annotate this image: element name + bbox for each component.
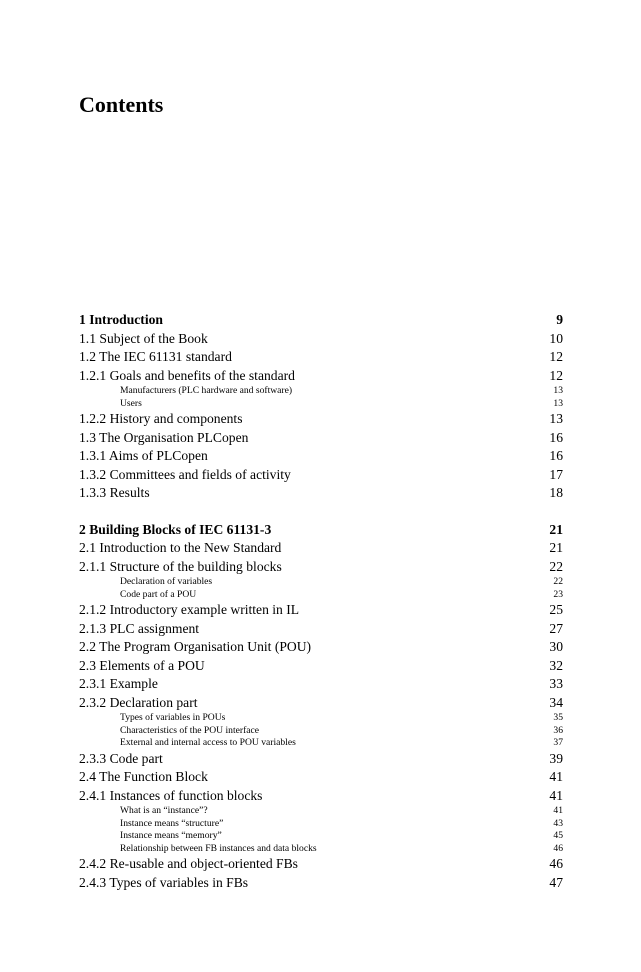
toc-entry-label: Code part of a POU bbox=[120, 588, 197, 600]
toc-entry-label: 1.3.3 Results bbox=[79, 485, 150, 500]
toc-entry-label: 2.4 The Function Block bbox=[79, 769, 208, 784]
toc-entry-label: 2.1.1 Structure of the building blocks bbox=[79, 558, 282, 574]
toc-entry-label: 2.4.3 Types of variables in FBs bbox=[79, 874, 249, 890]
toc-entry-sub[interactable] bbox=[79, 398, 563, 411]
toc-entry-sub[interactable] bbox=[79, 818, 563, 831]
toc-entry-section[interactable] bbox=[79, 787, 563, 806]
toc-entry-label: 2.1.2 Introductory example written in IL bbox=[79, 602, 300, 617]
toc-entry-page-number: 13 bbox=[553, 385, 563, 396]
toc-entry-section[interactable] bbox=[79, 874, 563, 893]
toc-entry-page-number: 21 bbox=[549, 540, 563, 555]
toc-entry-section[interactable] bbox=[79, 694, 563, 713]
toc-entry-section[interactable] bbox=[79, 601, 563, 620]
toc-entry-section[interactable] bbox=[79, 484, 563, 503]
toc-entry-page-number: 12 bbox=[549, 349, 563, 364]
toc-entry-page-number: 22 bbox=[549, 558, 563, 574]
toc-entry-page-number: 39 bbox=[549, 750, 563, 766]
toc-entry-label: 1.2.2 History and components bbox=[79, 411, 243, 426]
toc-entry-page-number: 27 bbox=[549, 620, 563, 636]
toc-entry-page-number: 25 bbox=[549, 602, 563, 617]
toc-entry-section[interactable] bbox=[79, 330, 563, 349]
toc-entry-sub[interactable] bbox=[79, 843, 563, 856]
toc-entry-page-number: 10 bbox=[549, 330, 563, 346]
toc-entry-label: 1.3.1 Aims of PLCopen bbox=[79, 448, 208, 463]
toc-entry-page-number: 32 bbox=[549, 657, 563, 673]
toc-entry-sub[interactable] bbox=[79, 737, 563, 750]
toc-entry-label: 2.3 Elements of a POU bbox=[79, 657, 205, 673]
toc-entry-section[interactable] bbox=[79, 657, 563, 676]
toc-entry-section[interactable] bbox=[79, 638, 563, 657]
toc-entry-section[interactable] bbox=[79, 367, 563, 386]
toc-entry-page-number: 35 bbox=[553, 712, 563, 723]
toc-entry-section[interactable] bbox=[79, 855, 563, 874]
toc-entry-section[interactable] bbox=[79, 410, 563, 429]
toc-entry-page-number: 30 bbox=[549, 639, 563, 654]
toc-entry-page-number: 41 bbox=[549, 787, 563, 803]
toc-entry-page-number: 45 bbox=[553, 830, 563, 841]
toc-entry-page-number: 37 bbox=[553, 737, 563, 748]
toc-entry-page-number: 46 bbox=[553, 842, 563, 854]
toc-entry-label: Relationship between FB instances and data blocks bbox=[120, 842, 317, 854]
toc-entry-sub[interactable] bbox=[79, 805, 563, 818]
toc-entry-label: Declaration of variables bbox=[120, 576, 213, 587]
toc-entry-page-number: 16 bbox=[549, 448, 563, 463]
toc-entry-page-number: 16 bbox=[549, 429, 563, 445]
toc-entry-sub[interactable] bbox=[79, 589, 563, 602]
toc-entry-sub[interactable] bbox=[79, 830, 563, 843]
toc-entry-label: 1.2.1 Goals and benefits of the standard bbox=[79, 367, 295, 383]
toc-entry-page-number: 47 bbox=[549, 874, 563, 890]
toc-entry-page-number: 13 bbox=[549, 411, 563, 426]
page-title: Contents bbox=[79, 92, 164, 117]
toc-entry-label: 1.3 The Organisation PLCopen bbox=[79, 429, 249, 445]
toc-entry-chapter[interactable] bbox=[79, 311, 563, 330]
toc-spacer bbox=[79, 503, 563, 521]
toc-entry-section[interactable] bbox=[79, 348, 563, 367]
toc-entry-section[interactable] bbox=[79, 768, 563, 787]
toc-entry-section[interactable] bbox=[79, 466, 563, 485]
toc-entry-page-number: 12 bbox=[549, 367, 563, 383]
toc-entry-label: 2.3.3 Code part bbox=[79, 750, 163, 766]
toc-entry-sub[interactable] bbox=[79, 712, 563, 725]
toc-entry-label: Instance means “memory” bbox=[120, 830, 222, 841]
toc-entry-page-number: 13 bbox=[553, 397, 563, 409]
toc-entry-label: 1.1 Subject of the Book bbox=[79, 330, 208, 346]
toc-entry-page-number: 33 bbox=[549, 676, 563, 691]
toc-entry-label: Manufacturers (PLC hardware and software) bbox=[120, 385, 293, 396]
toc-entry-page-number: 41 bbox=[553, 805, 563, 816]
toc-entry-label: 2.4.1 Instances of function blocks bbox=[79, 787, 263, 803]
toc-entry-page-number: 18 bbox=[549, 485, 563, 500]
toc-entry-section[interactable] bbox=[79, 429, 563, 448]
toc-entry-page-number: 23 bbox=[553, 588, 563, 600]
toc-entry-section[interactable] bbox=[79, 620, 563, 639]
toc-entry-page-number: 41 bbox=[549, 769, 563, 784]
toc-entry-label: 2.4.2 Re-usable and object-oriented FBs bbox=[79, 856, 298, 871]
toc-entry-label: 2.1.3 PLC assignment bbox=[79, 620, 200, 636]
toc-entry-sub[interactable] bbox=[79, 576, 563, 589]
toc-entry-sub[interactable] bbox=[79, 385, 563, 398]
toc-entry-page-number: 36 bbox=[553, 724, 563, 736]
toc-entry-section[interactable] bbox=[79, 675, 563, 694]
toc-entry-section[interactable] bbox=[79, 558, 563, 577]
toc-entry-page-number: 21 bbox=[549, 521, 563, 537]
toc-entry-label: 2.3.1 Example bbox=[79, 676, 158, 691]
toc-entry-page-number: 9 bbox=[556, 312, 563, 327]
toc-entry-section[interactable] bbox=[79, 539, 563, 558]
toc-entry-section[interactable] bbox=[79, 447, 563, 466]
toc-entry-sub[interactable] bbox=[79, 725, 563, 738]
toc-entry-page-number: 43 bbox=[553, 817, 563, 829]
toc-entry-label: 2.1 Introduction to the New Standard bbox=[79, 540, 282, 555]
toc-entry-label: Types of variables in POUs bbox=[120, 712, 226, 723]
toc-entry-label: 1 Introduction bbox=[79, 312, 163, 327]
toc-entry-label: What is an “instance”? bbox=[120, 805, 208, 816]
toc-entry-label: 2 Building Blocks of IEC 61131-3 bbox=[79, 521, 272, 537]
toc-entry-page-number: 46 bbox=[549, 856, 563, 871]
toc-entry-label: 1.3.2 Committees and fields of activity bbox=[79, 466, 291, 482]
toc-entry-chapter[interactable] bbox=[79, 521, 563, 540]
toc-entry-page-number: 34 bbox=[549, 694, 563, 710]
toc-entry-label: Users bbox=[120, 397, 142, 409]
toc-entry-page-number: 17 bbox=[549, 466, 563, 482]
toc-entry-label: 2.2 The Program Organisation Unit (POU) bbox=[79, 639, 312, 654]
toc-entry-label: 1.2 The IEC 61131 standard bbox=[79, 349, 232, 364]
toc-entry-label: 2.3.2 Declaration part bbox=[79, 694, 198, 710]
toc-entry-label: Characteristics of the POU interface bbox=[120, 724, 260, 736]
table-of-contents bbox=[79, 311, 563, 892]
toc-entry-page-number: 22 bbox=[553, 576, 563, 587]
toc-entry-section[interactable] bbox=[79, 750, 563, 769]
toc-entry-label: Instance means “structure” bbox=[120, 817, 224, 829]
toc-entry-label: External and internal access to POU variables bbox=[120, 737, 296, 748]
